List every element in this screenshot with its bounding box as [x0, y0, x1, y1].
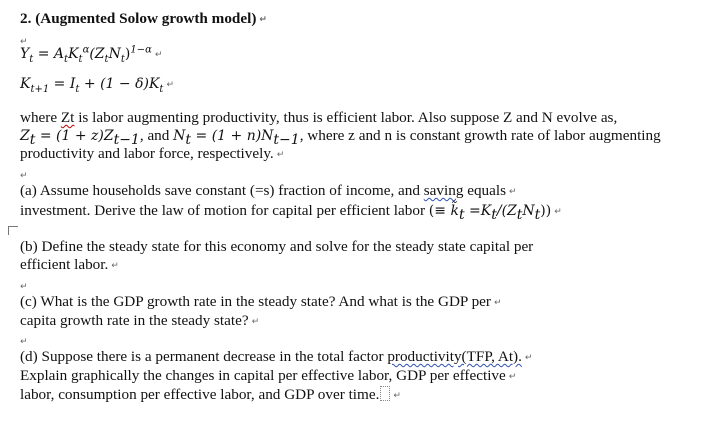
k-tilde-symbol: k̃ [450, 203, 459, 219]
z-lag-sub: t−1 [113, 132, 140, 149]
eq2-rhs-k: + (1 − δ)K [79, 76, 160, 92]
eq1-lhs-sub: t [29, 53, 34, 65]
capital-accumulation-equation [20, 76, 174, 94]
eq1-n-sub: t [120, 53, 125, 65]
definition-k: =K [464, 203, 492, 219]
paragraph-mark-icon: ↵ [508, 372, 517, 382]
paragraph-mark-icon: ↵ [259, 15, 267, 25]
title-text: 2. (Augmented Solow growth model) [20, 10, 257, 27]
para1-text: , where z and n is constant growth rate of labor augmenting [299, 127, 661, 144]
eq1-k: K [68, 46, 79, 62]
n-lag-sub: t−1 [273, 132, 300, 149]
paragraph-mark-icon: ↵ [20, 282, 28, 292]
question-c-line2 [20, 312, 259, 331]
grammar-flag-saving: saving [423, 182, 464, 199]
question-c-line1 [20, 293, 502, 312]
para1-line2 [20, 127, 661, 149]
definition-z: /(Z [496, 203, 517, 219]
eq1-k-sub: t [78, 53, 83, 65]
paragraph-mark-icon: ↵ [166, 80, 174, 90]
eq1-k-sup: α [82, 44, 90, 56]
paragraph-mark-icon: ↵ [20, 171, 28, 181]
production-function-equation [20, 46, 162, 64]
paragraph-mark-icon: ↵ [493, 298, 502, 308]
question-b-text: (b) Define the steady state for this economy and solve for the steady state capital per [20, 238, 534, 255]
paragraph-mark-icon: ↵ [251, 317, 260, 327]
question-a-text: equals [463, 182, 507, 199]
para1-text: where [20, 109, 61, 126]
n-law: = (1 + n)N [191, 128, 274, 144]
question-a-text: (a) Assume households save constant (=s) fraction of income, and [20, 182, 424, 199]
eq1-a-sub: t [64, 53, 69, 65]
eq1-exponent: 1−α [130, 44, 152, 56]
paragraph-mark-icon: ↵ [111, 261, 119, 271]
eq2-k-sub: t [159, 83, 164, 95]
paragraph-mark-icon: ↵ [393, 391, 401, 401]
n-symbol: N [173, 128, 186, 144]
paragraph-mark-icon: ↵ [554, 207, 562, 217]
para1-text: , and [139, 127, 174, 144]
question-d-text: Explain graphically the changes in capital per effective labor, GDP per effective [20, 367, 506, 384]
question-d-text: (d) Suppose there is a permanent decrease in the total factor [20, 348, 388, 365]
eq2-lhs: K [20, 76, 31, 92]
question-a-text: investment. Derive the law of motion for capital per efficient labor [20, 202, 429, 219]
definition-n-sub: t [534, 207, 541, 224]
eq2-i-sub: t [75, 83, 80, 95]
z-law: = (1 + z)Z [35, 128, 114, 144]
question-b-text: efficient labor. [20, 256, 109, 273]
para1-line1 [20, 109, 617, 126]
question-b-line1 [20, 238, 533, 255]
definition-z-sub: t [516, 207, 523, 224]
paragraph-mark-icon: ↵ [154, 50, 163, 60]
paragraph-mark-icon: ↵ [524, 353, 533, 363]
eq2-rhs-i: = I [49, 76, 76, 92]
z-sub: t [29, 132, 36, 149]
question-c-text: (c) What is the GDP growth rate in the steady state? And what is the GDP per [20, 293, 491, 310]
spelling-flag-zt: Zt [60, 109, 75, 126]
eq1-z: (Z [89, 46, 105, 62]
eq1-equals: = [33, 46, 54, 62]
eq2-lhs-sub: t+1 [30, 83, 50, 95]
paragraph-mark-icon: ↵ [509, 187, 517, 197]
definition-k-sub: t [491, 207, 497, 224]
question-a-line2 [20, 202, 562, 224]
question-a-line1 [20, 182, 517, 201]
question-d-text: labor, consumption per effective labor, and GDP over time. [20, 386, 380, 403]
problem-title [20, 10, 267, 29]
definition-n: N [522, 203, 535, 219]
paragraph-mark-icon: ↵ [20, 337, 28, 347]
definition-close: )) [540, 203, 552, 219]
para1-text: is labor augmenting productivity, thus is efficient labor. Also suppose Z and N evolve as, [74, 109, 618, 126]
text-cursor-box [380, 386, 390, 401]
eq1-z-sub: t [104, 53, 109, 65]
question-d-line2 [20, 367, 516, 386]
paragraph-anchor-icon [8, 226, 18, 235]
k-tilde-sub: t [458, 207, 465, 224]
eq1-close: ) [124, 46, 131, 62]
n-sub: t [185, 132, 192, 149]
question-c-text: capita growth rate in the steady state? [20, 312, 249, 329]
paragraph-mark-icon: ↵ [20, 37, 28, 47]
grammar-flag-productivity: productivity(TFP, At). [387, 348, 522, 365]
eq1-a: A [53, 46, 65, 62]
question-d-line1 [20, 348, 532, 367]
eq1-n: N [108, 46, 121, 62]
para1-text: productivity and labor force, respectively. [20, 145, 274, 162]
para1-line3 [20, 145, 284, 164]
definition-open: (≡ [428, 203, 451, 219]
question-b-line2 [20, 256, 119, 275]
eq1-lhs: Y [20, 46, 30, 62]
paragraph-mark-icon: ↵ [276, 150, 285, 160]
z-symbol: Z [20, 128, 30, 144]
question-d-line3 [20, 386, 401, 405]
